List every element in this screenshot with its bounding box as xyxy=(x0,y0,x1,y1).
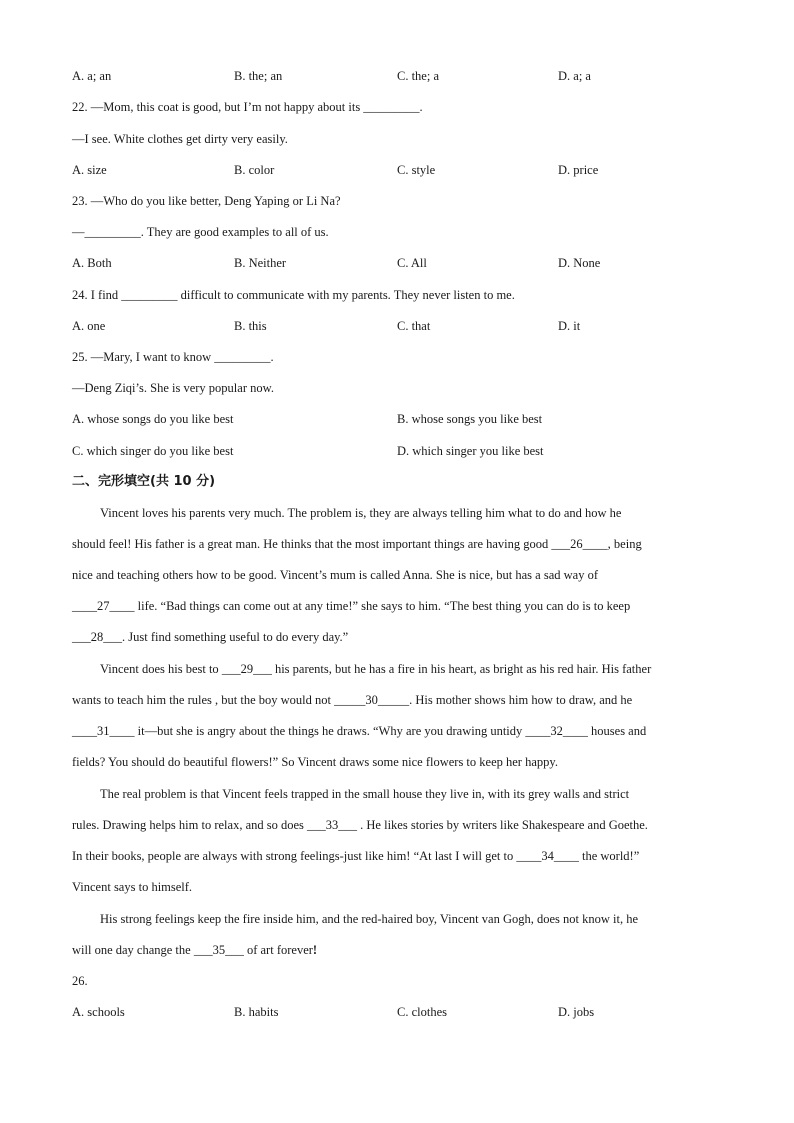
q25-option-d: D. which singer you like best xyxy=(397,444,544,458)
passage-text: the world!” xyxy=(578,849,640,863)
q21-option-b: B. the; an xyxy=(234,69,283,83)
q21-option-d: D. a; a xyxy=(558,69,591,83)
passage-line: nice and teaching others how to be good. Vincent’s mum is called Anna. She is nice, but has a sad way of xyxy=(72,568,598,582)
section-heading: 二、完形填空(共 10 分) xyxy=(72,474,216,489)
blank-33: ___33___ xyxy=(307,818,358,832)
q24-option-b: B. this xyxy=(234,319,267,333)
passage-line xyxy=(72,629,722,645)
passage-text: . He likes stories by writers like Shakespeare and Goethe. xyxy=(357,818,648,832)
passage-text: rules. Drawing helps him to relax, and so does xyxy=(72,818,308,832)
passage-line xyxy=(72,536,722,552)
passage-line: The real problem is that Vincent feels trapped in the small house they live in, with its grey walls and strict xyxy=(100,787,630,801)
passage-line xyxy=(72,723,722,739)
q23-reply: —_________. They are good examples to all of us. xyxy=(72,225,329,239)
blank-34: ____34____ xyxy=(516,849,579,863)
passage-line xyxy=(72,692,722,708)
q26-option-a: A. schools xyxy=(72,1005,125,1019)
passage-text: his parents, but he has a fire in his heart, as bright as his red hair. His father xyxy=(271,662,652,676)
passage-text: , being xyxy=(607,537,642,551)
q23-option-d: D. None xyxy=(558,256,601,270)
q22-option-d: D. price xyxy=(558,163,599,177)
q26-option-b: B. habits xyxy=(234,1005,279,1019)
passage-text: should feel! His father is a great man. He thinks that the most important things are having good xyxy=(72,537,552,551)
passage-text: In their books, people are always with strong feelings-just like him! “At last I will get to xyxy=(72,849,517,863)
passage-text: houses and xyxy=(587,724,647,738)
passage-text: Vincent does his best to xyxy=(100,662,222,676)
blank-26: ___26____ xyxy=(551,537,608,551)
passage-text: will one day change the xyxy=(72,943,194,957)
blank-32: ____32____ xyxy=(525,724,588,738)
blank-35: ___35___ xyxy=(193,943,244,957)
blank-30: _____30_____ xyxy=(334,693,410,707)
q24-option-a: A. one xyxy=(72,319,106,333)
passage-line xyxy=(72,848,722,864)
q25-option-a: A. whose songs do you like best xyxy=(72,412,234,426)
passage-line: Vincent loves his parents very much. The problem is, they are always telling him what to do and how he xyxy=(100,506,622,520)
q25-reply: —Deng Ziqi’s. She is very popular now. xyxy=(72,381,274,395)
q22-option-a: A. size xyxy=(72,163,107,177)
passage-text: . His mother shows him how to draw, and he xyxy=(409,693,633,707)
q22-option-c: C. style xyxy=(397,163,436,177)
q25-stem: 25. —Mary, I want to know _________. xyxy=(72,350,274,364)
q22-reply: —I see. White clothes get dirty very easily. xyxy=(72,132,288,146)
q21-option-a: A. a; an xyxy=(72,69,112,83)
passage-text: ! xyxy=(312,943,318,957)
blank-29: ___29___ xyxy=(221,662,272,676)
q23-option-c: C. All xyxy=(397,256,427,270)
q26-option-c: C. clothes xyxy=(397,1005,447,1019)
passage-text: of art forever xyxy=(243,943,313,957)
q24-option-c: C. that xyxy=(397,319,431,333)
blank-27: ____27____ xyxy=(72,599,135,613)
q23-option-b: B. Neither xyxy=(234,256,287,270)
q25-option-b: B. whose songs you like best xyxy=(397,412,543,426)
passage-line: Vincent says to himself. xyxy=(72,880,193,894)
passage-text: wants to teach him the rules , but the boy would not xyxy=(72,693,335,707)
q22-stem: 22. —Mom, this coat is good, but I’m not happy about its _________. xyxy=(72,100,423,114)
q26-option-d: D. jobs xyxy=(558,1005,595,1019)
q26-number: 26. xyxy=(72,974,88,988)
q23-stem: 23. —Who do you like better, Deng Yaping or Li Na? xyxy=(72,194,341,208)
q24-stem: 24. I find _________ difficult to communicate with my parents. They never listen to me. xyxy=(72,288,515,302)
passage-text: . Just find something useful to do every day.” xyxy=(122,630,349,644)
q23-option-a: A. Both xyxy=(72,256,112,270)
q21-option-c: C. the; a xyxy=(397,69,440,83)
passage-line xyxy=(72,817,722,833)
q22-option-b: B. color xyxy=(234,163,275,177)
q24-option-d: D. it xyxy=(558,319,581,333)
passage-line xyxy=(72,661,750,677)
passage-text: life. “Bad things can come out at any time!” she says to him. “The best thing you can do is to keep xyxy=(134,599,631,613)
passage-line xyxy=(72,598,722,614)
q25-option-c: C. which singer do you like best xyxy=(72,444,234,458)
passage-line: His strong feelings keep the fire inside him, and the red-haired boy, Vincent van Gogh, does not know it, he xyxy=(100,912,639,926)
blank-31: ____31____ xyxy=(72,724,135,738)
blank-28: ___28___ xyxy=(72,630,122,644)
passage-line xyxy=(72,942,722,958)
passage-text: it—but she is angry about the things he draws. “Why are you drawing untidy xyxy=(134,724,526,738)
passage-line: fields? You should do beautiful flowers!” So Vincent draws some nice flowers to keep her happy. xyxy=(72,755,558,769)
